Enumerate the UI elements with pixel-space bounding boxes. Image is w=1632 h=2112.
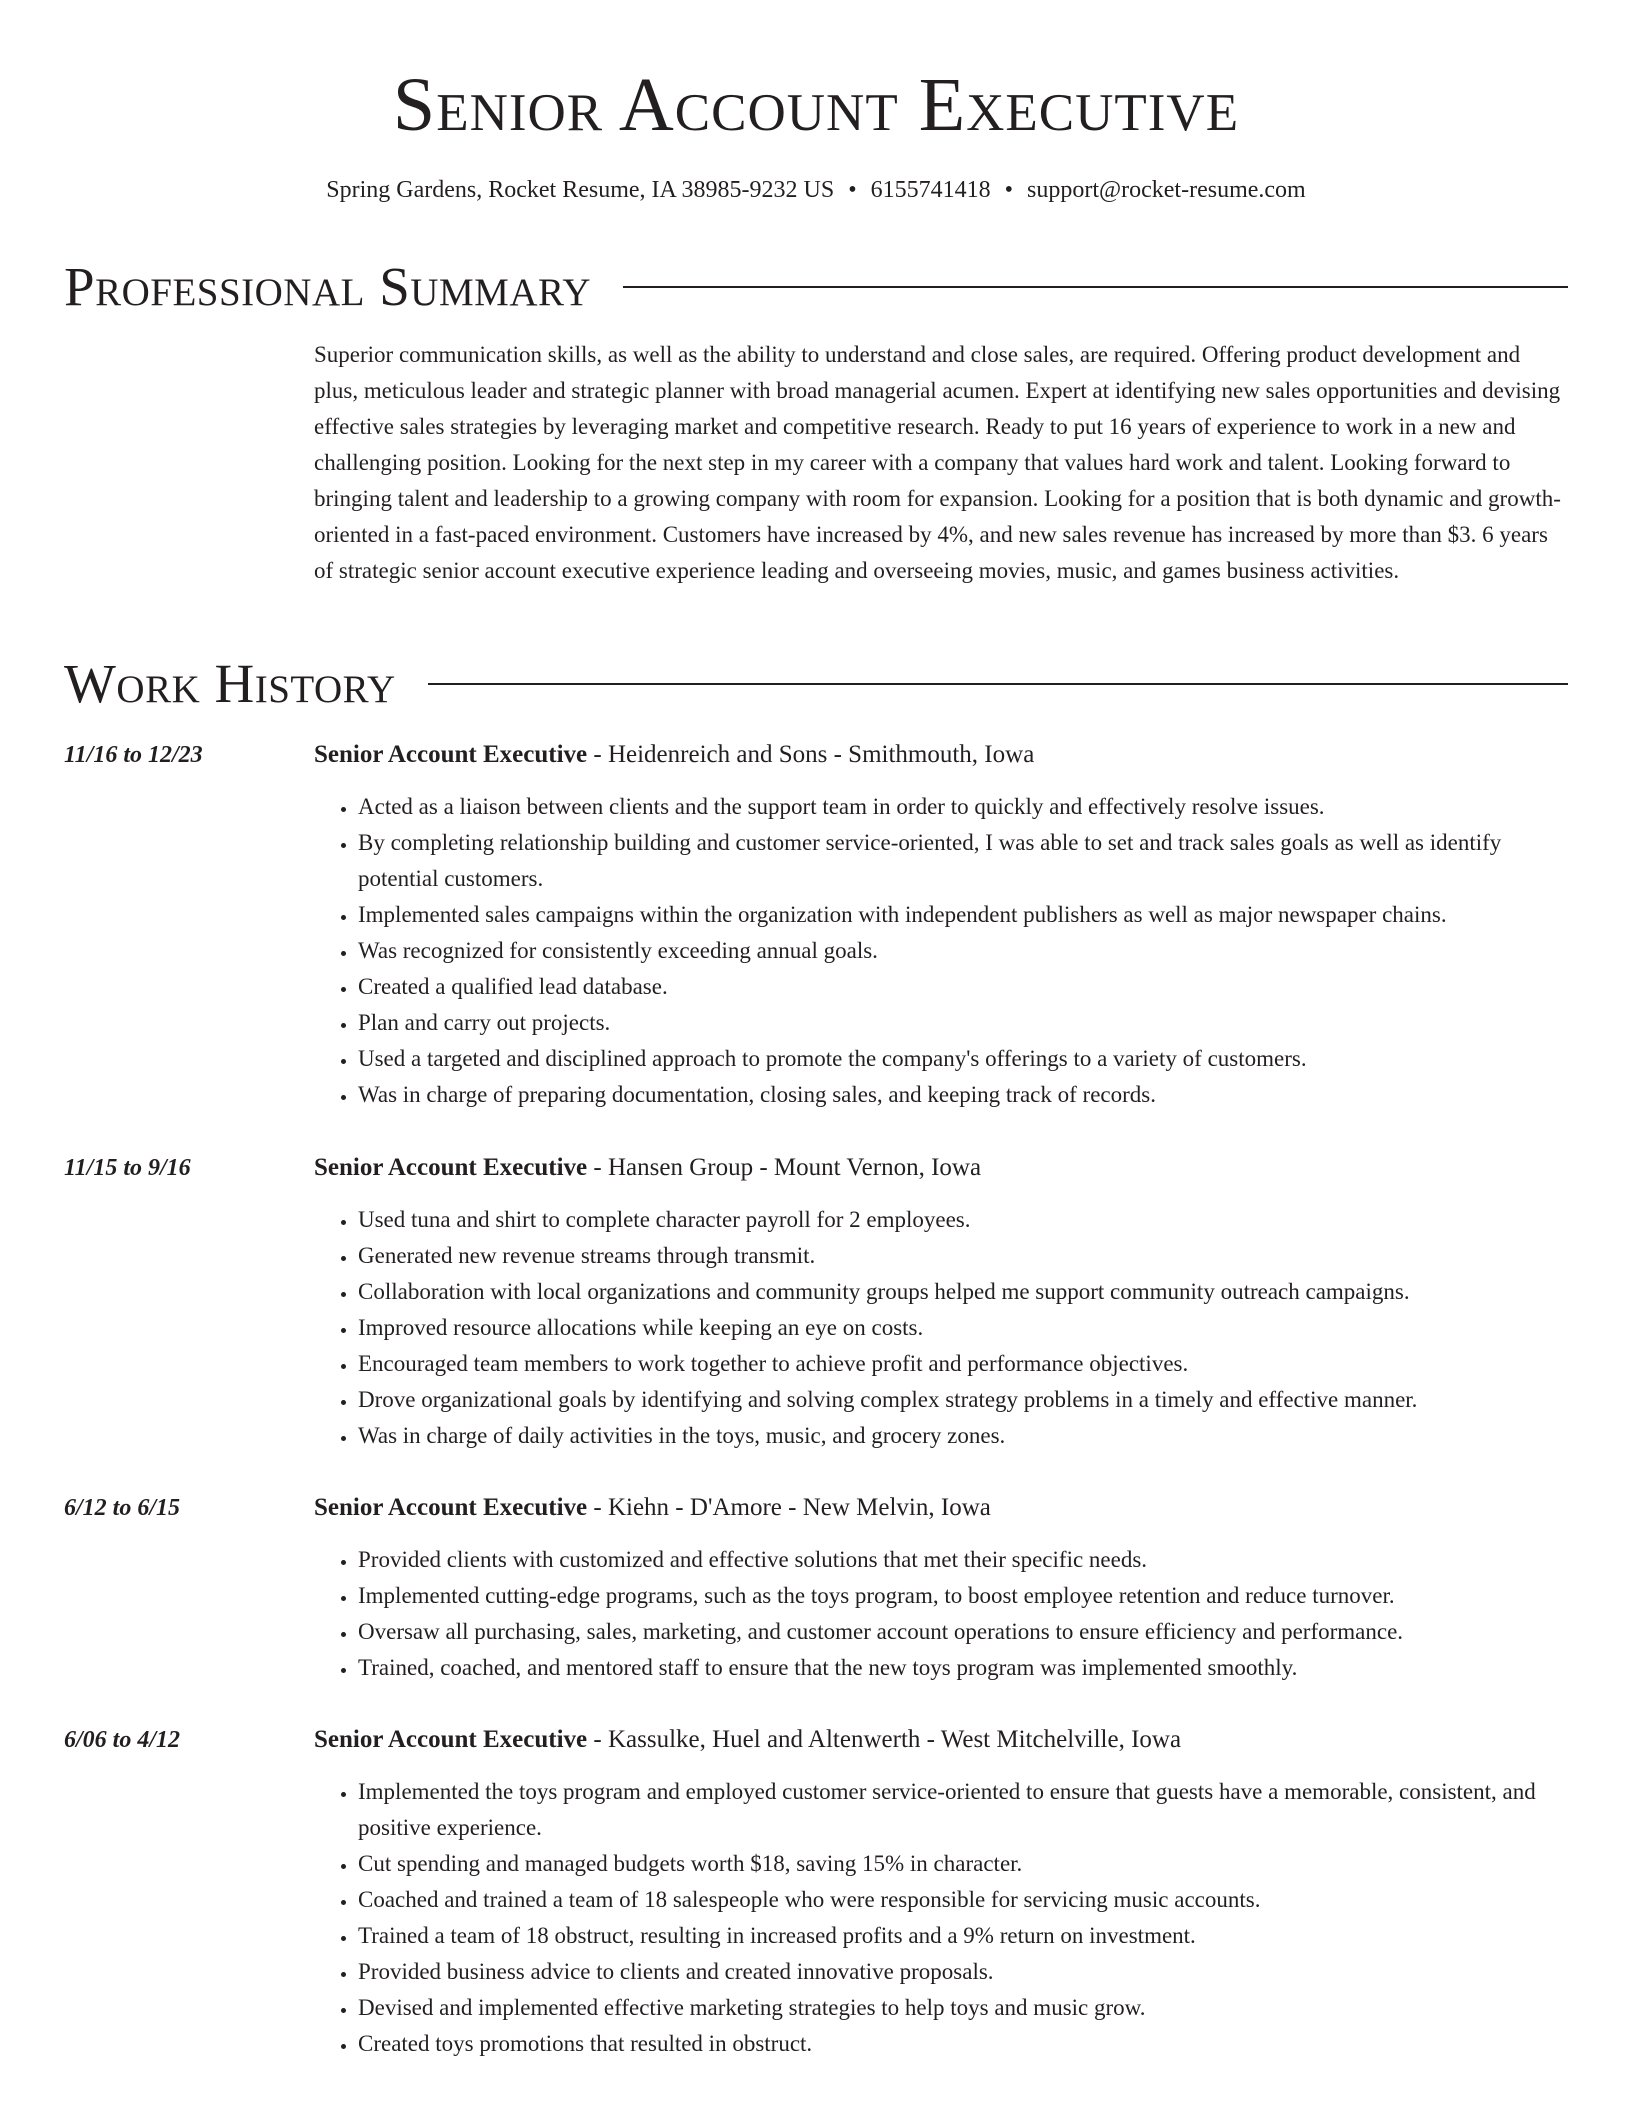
job-dates: 6/12 to 6/15: [64, 1495, 181, 1521]
job-bullet-list: [314, 789, 1568, 1113]
job-employer: - Hansen Group - Mount Vernon, Iowa: [587, 1154, 982, 1181]
contact-separator: •: [848, 177, 857, 203]
job-title-line: [314, 1150, 981, 1186]
job-dates: 11/16 to 12/23: [64, 742, 203, 768]
section-divider: [428, 683, 1568, 685]
contact-phone: 6155741418: [870, 177, 991, 203]
job-bullet: • Created a qualified lead database.: [358, 969, 1568, 1005]
contact-address: Spring Gardens, Rocket Resume, IA 38985-9232 US: [326, 177, 835, 203]
job-bullet: • Encouraged team members to work together to achieve profit and performance objectives.: [358, 1346, 1568, 1382]
job-bullet: • Used tuna and shirt to complete character payroll for 2 employees.: [358, 1202, 1568, 1238]
candidate-name: Senior Account Executive: [392, 63, 1240, 147]
job-bullet: • Trained, coached, and mentored staff to ensure that the new toys program was implemented smoothly.: [358, 1650, 1568, 1686]
job-bullet: • Improved resource allocations while keeping an eye on costs.: [358, 1310, 1568, 1346]
job-bullet: • By completing relationship building and customer service-oriented, I was able to set and track sales goals as well as identify potential customers.: [358, 825, 1568, 897]
job-bullet: • Oversaw all purchasing, sales, marketing, and customer account operations to ensure efficiency and performance.: [358, 1614, 1568, 1650]
job-employer: - Kassulke, Huel and Altenwerth - West Mitchelville, Iowa: [587, 1726, 1182, 1753]
job-title-line: [314, 737, 1034, 773]
work-section-header: [64, 653, 1568, 715]
job-dates: 11/15 to 9/16: [64, 1155, 191, 1181]
contact-email: support@rocket-resume.com: [1027, 177, 1306, 203]
job-bullet: • Was recognized for consistently exceeding annual goals.: [358, 933, 1568, 969]
job-bullet: • Collaboration with local organizations and community groups helped me support community outreach campaigns.: [358, 1274, 1568, 1310]
job-employer: - Heidenreich and Sons - Smithmouth, Iowa: [587, 741, 1035, 768]
job-bullet: • Cut spending and managed budgets worth $18, saving 15% in character.: [358, 1846, 1568, 1882]
job-bullet: • Drove organizational goals by identifying and solving complex strategy problems in a timely and effective manner.: [358, 1382, 1568, 1418]
job-bullet: • Implemented sales campaigns within the organization with independent publishers as well as major newspaper chains.: [358, 897, 1568, 933]
job-bullet: • Used a targeted and disciplined approach to promote the company's offerings to a variety of customers.: [358, 1041, 1568, 1077]
contact-separator: •: [1004, 177, 1014, 203]
summary-heading: Professional Summary: [64, 256, 592, 317]
job-dates: 6/06 to 4/12: [64, 1727, 181, 1753]
job-bullet: • Acted as a liaison between clients and the support team in order to quickly and effectively resolve issues.: [358, 789, 1568, 825]
job-bullet: • Provided business advice to clients and created innovative proposals.: [358, 1954, 1568, 1990]
job-title-line: [314, 1490, 991, 1526]
job-title: Senior Account Executive: [314, 741, 588, 768]
job-bullet: • Provided clients with customized and effective solutions that met their specific needs.: [358, 1542, 1568, 1578]
job-title: Senior Account Executive: [314, 1154, 588, 1181]
summary-section-header: [64, 256, 1568, 318]
job-bullet: • Devised and implemented effective marketing strategies to help toys and music grow.: [358, 1990, 1568, 2026]
job-bullet: • Created toys promotions that resulted in obstruct.: [358, 2026, 1568, 2062]
job-bullet: • Was in charge of daily activities in the toys, music, and grocery zones.: [358, 1418, 1568, 1454]
job-bullet-list: [314, 1202, 1568, 1454]
job-bullet: • Implemented the toys program and employed customer service-oriented to ensure that guests have a memorable, consistent, and positive experience.: [358, 1774, 1568, 1846]
job-bullet: • Trained a team of 18 obstruct, resulting in increased profits and a 9% return on investment.: [358, 1918, 1568, 1954]
contact-line: [0, 175, 1632, 205]
summary-text: Superior communication skills, as well as the ability to understand and close sales, are required. Offering product development and plus, meticulous leader and strategic planner with broad managerial acumen. Expert at identifying new sales opportunities and devising effective sales strategies by leveraging market and competitive research. Ready to put 16 years of experience to work in a new and challenging position. Looking for the next step in my career with a company that values hard work and talent. Looking forward to bringing talent and leadership to a growing company with room for expansion. Looking for a position that is both dynamic and growth-oriented in a fast-paced environment. Customers have increased by 4%, and new sales revenue has increased by more than $3. 6 years of strategic senior account executive experience leading and overseeing movies, music, and games business activities.: [314, 342, 1561, 583]
job-title: Senior Account Executive: [314, 1726, 588, 1753]
job-title: Senior Account Executive: [314, 1494, 588, 1521]
job-bullet: • Coached and trained a team of 18 salespeople who were responsible for servicing music accounts.: [358, 1882, 1568, 1918]
job-bullet: • Was in charge of preparing documentation, closing sales, and keeping track of records.: [358, 1077, 1568, 1113]
section-divider: [623, 286, 1568, 288]
job-bullet: • Plan and carry out projects.: [358, 1005, 1568, 1041]
job-employer: - Kiehn - D'Amore - New Melvin, Iowa: [587, 1494, 991, 1521]
work-heading: Work History: [64, 653, 396, 714]
job-title-line: [314, 1722, 1181, 1758]
job-bullet: • Generated new revenue streams through transmit.: [358, 1238, 1568, 1274]
job-bullet: • Implemented cutting-edge programs, such as the toys program, to boost employee retention and reduce turnover.: [358, 1578, 1568, 1614]
job-bullet-list: [314, 1774, 1568, 2062]
job-bullet-list: [314, 1542, 1568, 1686]
